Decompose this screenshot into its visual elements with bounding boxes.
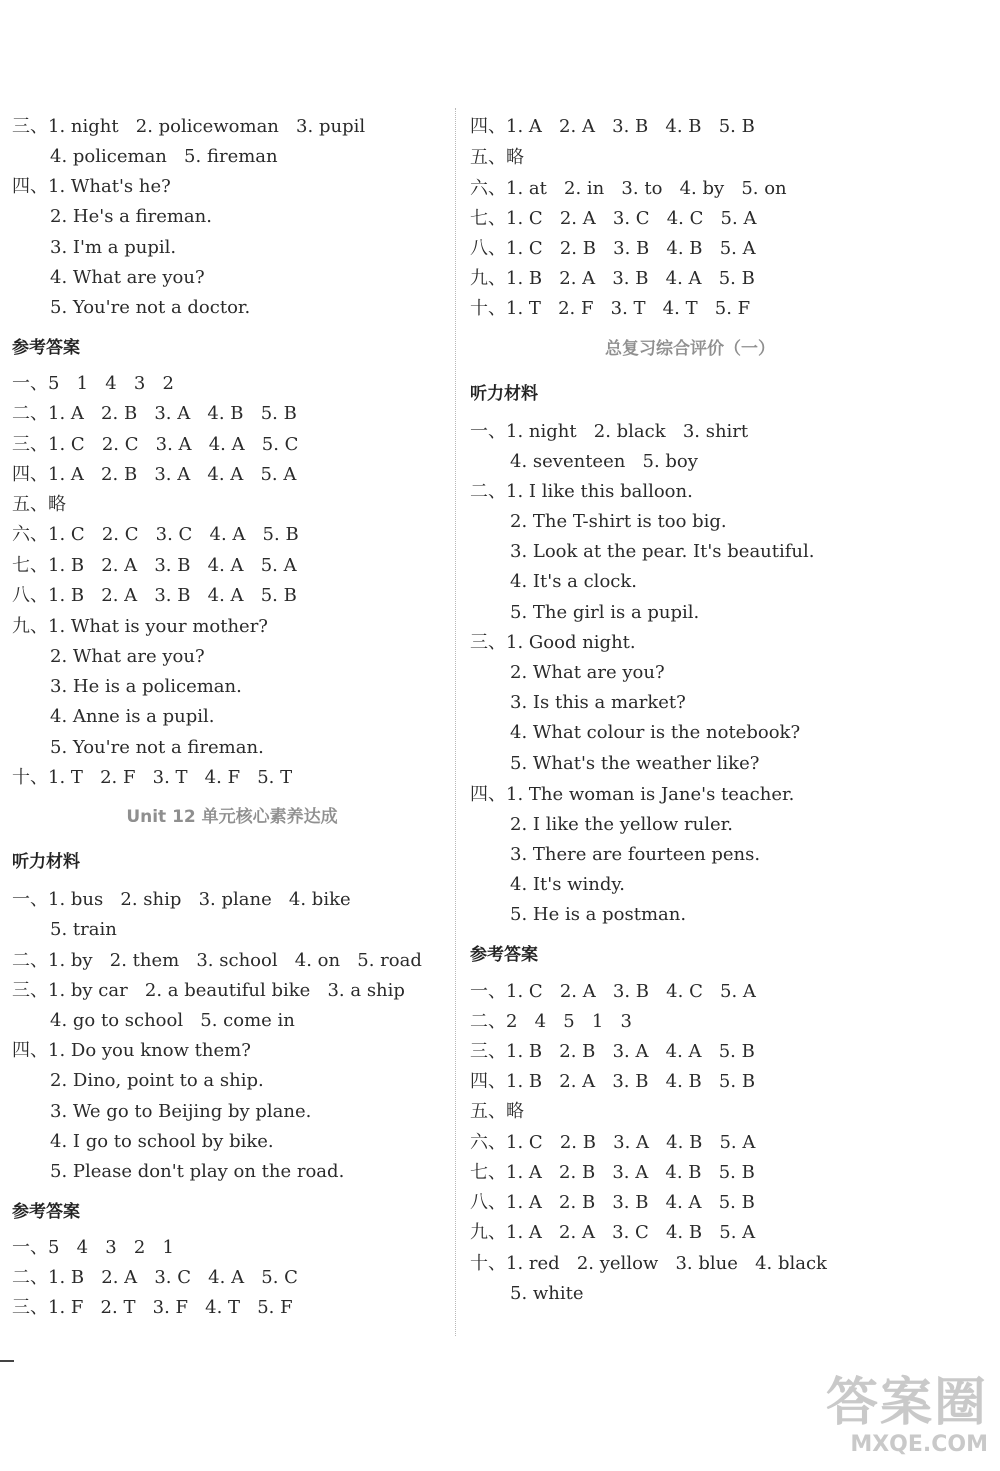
watermark-url: MXQE.COM [850,1432,988,1457]
answer-line: 5. white [510,1283,584,1304]
listening-line: 4. What colour is the notebook? [510,722,801,743]
answer-line: 5. You're not a fireman. [50,737,264,758]
answer-line: 三、1. night 2. policewoman 3. pupil [12,116,366,137]
listening-heading: 听力材料 [470,384,538,404]
answer-line: 二、1. A 2. B 3. A 4. B 5. B [12,403,297,424]
listening-line: 四、1. Do you know them? [12,1040,251,1061]
listening-line: 2. I like the yellow ruler. [510,814,733,835]
answer-line: 六、1. C 2. B 3. A 4. B 5. A [470,1132,756,1153]
listening-line: 四、1. The woman is Jane's teacher. [470,784,795,805]
listening-line: 4. It's windy. [510,874,625,895]
answer-line: 三、1. B 2. B 3. A 4. A 5. B [470,1041,755,1062]
listening-line: 二、1. by 2. them 3. school 4. on 5. road [12,950,422,971]
listening-line: 5. Please don't play on the road. [50,1161,345,1182]
answer-line: 八、1. A 2. B 3. B 4. A 5. B [470,1192,755,1213]
listening-line: 3. Look at the pear. It's beautiful. [510,541,815,562]
answer-line: 十、1. T 2. F 3. T 4. T 5. F [470,298,751,319]
answer-line: 五、略 [470,147,524,168]
listening-line: 3. Is this a market? [510,692,686,713]
answer-line: 一、5 1 4 3 2 [12,373,174,394]
answers-heading: 参考答案 [470,945,538,965]
listening-line: 三、1. Good night. [470,632,636,653]
listening-line: 一、1. night 2. black 3. shirt [470,421,749,442]
answer-line: 5. You're not a doctor. [50,297,251,318]
answers-heading: 参考答案 [12,338,80,358]
listening-line: 2. The T-shirt is too big. [510,511,727,532]
listening-line: 3. We go to Beijing by plane. [50,1101,312,1122]
answers-heading: 参考答案 [12,1202,80,1222]
answer-line: 4. policeman 5. fireman [50,146,278,167]
answer-line: 2. What are you? [50,646,205,667]
answer-line: 八、1. C 2. B 3. B 4. B 5. A [470,238,756,259]
answer-line: 九、1. What is your mother? [12,616,268,637]
listening-line: 5. train [50,919,117,940]
answer-line: 五、略 [470,1101,524,1122]
answer-line: 十、1. T 2. F 3. T 4. F 5. T [12,767,293,788]
listening-line: 一、1. bus 2. ship 3. plane 4. bike [12,889,351,910]
listening-line: 3. There are fourteen pens. [510,844,761,865]
listening-line: 4. It's a clock. [510,571,637,592]
answer-line: 三、1. C 2. C 3. A 4. A 5. C [12,434,299,455]
listening-line: 二、1. I like this balloon. [470,481,693,502]
answer-line: 七、1. C 2. A 3. C 4. C 5. A [470,208,757,229]
listening-line: 2. What are you? [510,662,665,683]
listening-line: 2. Dino, point to a ship. [50,1070,264,1091]
answer-line: 3. I'm a pupil. [50,237,177,258]
answer-line: 4. What are you? [50,267,205,288]
listening-line: 4. go to school 5. come in [50,1010,295,1031]
answer-line: 九、1. A 2. A 3. C 4. B 5. A [470,1222,756,1243]
answer-line: 4. Anne is a pupil. [50,706,215,727]
answer-line: 三、1. F 2. T 3. F 4. T 5. F [12,1297,293,1318]
answer-line: 一、1. C 2. A 3. B 4. C 5. A [470,981,756,1002]
answer-line: 2. He's a fireman. [50,206,212,227]
answer-line: 五、略 [12,494,66,515]
answer-line: 十、1. red 2. yellow 3. blue 4. black [470,1253,827,1274]
column-divider [455,108,456,1336]
answer-line: 四、1. A 2. B 3. A 4. A 5. A [12,464,297,485]
answer-line: 七、1. A 2. B 3. A 4. B 5. B [470,1162,755,1183]
answer-line: 一、5 4 3 2 1 [12,1237,174,1258]
answer-line: 二、1. B 2. A 3. C 4. A 5. C [12,1267,298,1288]
answer-line: 九、1. B 2. A 3. B 4. A 5. B [470,268,755,289]
answer-line: 七、1. B 2. A 3. B 4. A 5. A [12,555,297,576]
unit-title: Unit 12 单元核心素养达成 [126,807,338,827]
listening-line: 5. The girl is a pupil. [510,602,700,623]
answer-line: 四、1. What's he? [12,176,171,197]
watermark-seal: 答案圈 [825,1373,988,1433]
answer-line: 四、1. B 2. A 3. B 4. B 5. B [470,1071,756,1092]
answer-line: 四、1. A 2. A 3. B 4. B 5. B [470,116,755,137]
page-edge-mark [0,1360,14,1362]
review-title: 总复习综合评价（一） [605,339,775,359]
listening-line: 5. He is a postman. [510,904,687,925]
listening-line: 4. I go to school by bike. [50,1131,274,1152]
answer-line: 八、1. B 2. A 3. B 4. A 5. B [12,585,297,606]
answer-line: 3. He is a policeman. [50,676,242,697]
listening-line: 5. What's the weather like? [510,753,760,774]
watermark [818,1373,988,1463]
listening-line: 三、1. by car 2. a beautiful bike 3. a ship [12,980,405,1001]
answer-line: 六、1. at 2. in 3. to 4. by 5. on [470,178,787,199]
listening-heading: 听力材料 [12,852,80,872]
answer-line: 六、1. C 2. C 3. C 4. A 5. B [12,524,299,545]
listening-line: 4. seventeen 5. boy [510,451,698,472]
answer-line: 二、2 4 5 1 3 [470,1011,632,1032]
